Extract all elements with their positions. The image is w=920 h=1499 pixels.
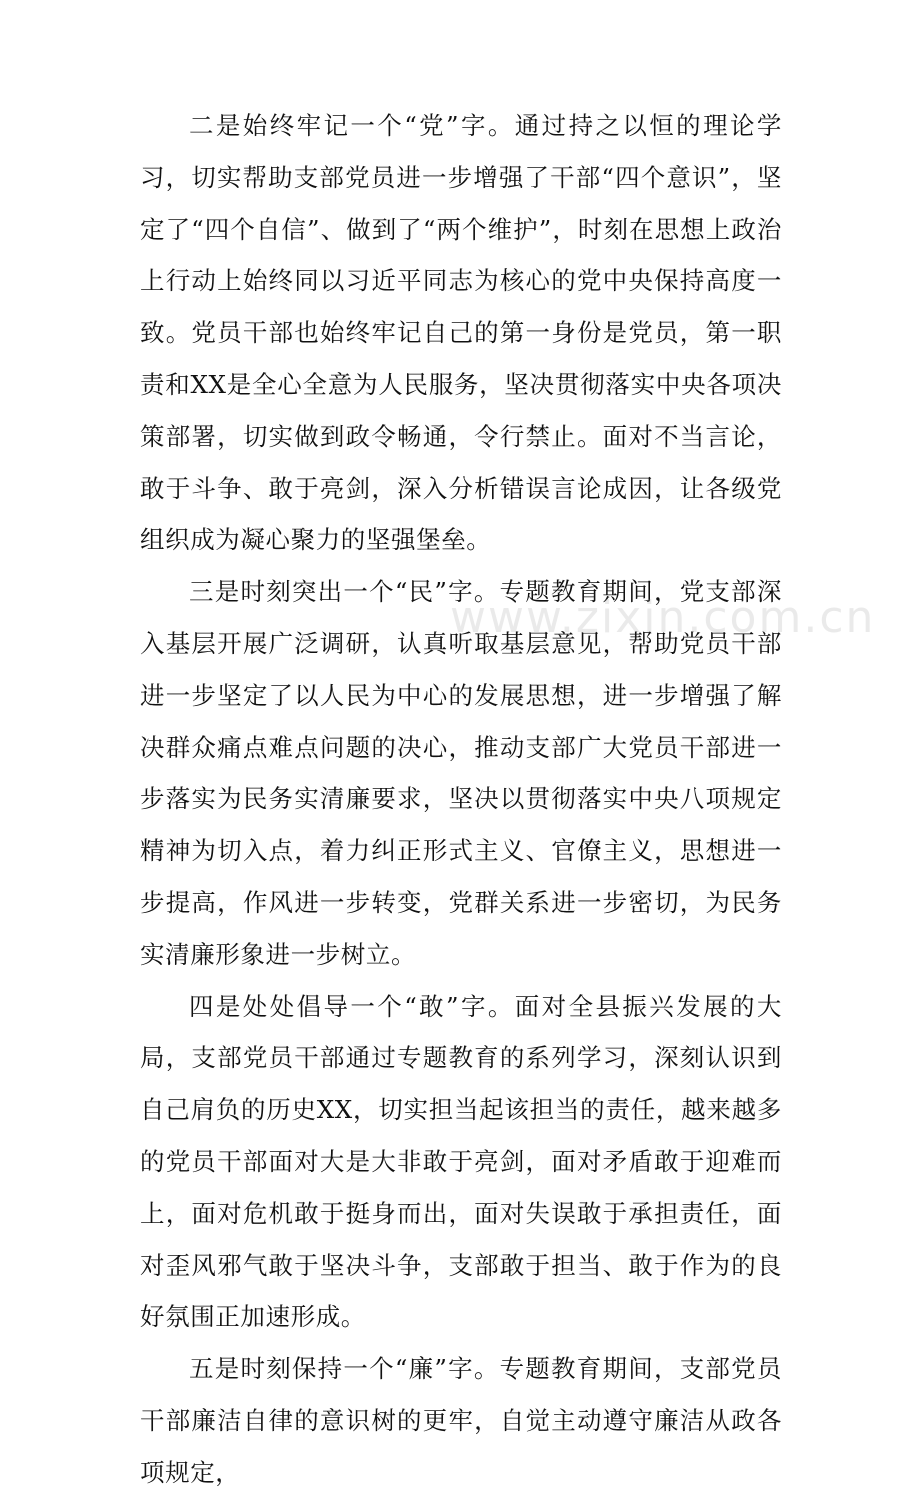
watermark: www.zixin.com.cn (450, 592, 876, 643)
paragraph-lian: 五是时刻保持一个“廉”字。专题教育期间，支部党员干部廉洁自律的意识树的更牢，自觉主动遵守廉洁从政各项规定， (140, 1354, 782, 1487)
paragraph-gan: 四是处处倡导一个“敢”字。面对全县振兴发展的大局，支部党员干部通过专题教育的系列学习，深刻认识到自己肩负的历史XX，切实担当起该担当的责任，越来越多的党员干部面对大是大非敢于亮剑，面对矛盾敢于迎难而上，面对危机敢于挺身而出，面对失误敢于承担责任，面对歪风邪气敢于坚决斗争，支部敢于担当、敢于作为的良好氛围正加速形成。 (140, 991, 782, 1332)
paragraph-min: 三是时刻突出一个“民”字。专题教育期间，党支部深入基层开展广泛调研，认真听取基层意见，帮助党员干部进一步坚定了以人民为中心的发展思想，进一步增强了解决群众痛点难点问题的决心，推动支部广大党员干部进一步落实为民务实清廉要求，坚决以贯彻落实中央八项规定精神为切入点，着力纠正形式主义、官僚主义，思想进一步提高，作风进一步转变，党群关系进一步密切，为民务实清廉形象进一步树立。 (140, 577, 782, 969)
paragraph-dang: 二是始终牢记一个“党”字。通过持之以恒的理论学习，切实帮助支部党员进一步增强了干部“四个意识”，坚定了“四个自信”、做到了“两个维护”，时刻在思想上政治上行动上始终同以习近平同志为核心的党中央保持高度一致。党员干部也始终牢记自己的第一身份是党员，第一职责和XX是全心全意为人民服务，坚决贯彻落实中央各项决策部署，切实做到政令畅通，令行禁止。面对不当言论，敢于斗争、敢于亮剑，深入分析错误言论成因，让各级党组织成为凝心聚力的坚强堡垒。 (140, 111, 782, 555)
document-body (140, 100, 782, 1499)
